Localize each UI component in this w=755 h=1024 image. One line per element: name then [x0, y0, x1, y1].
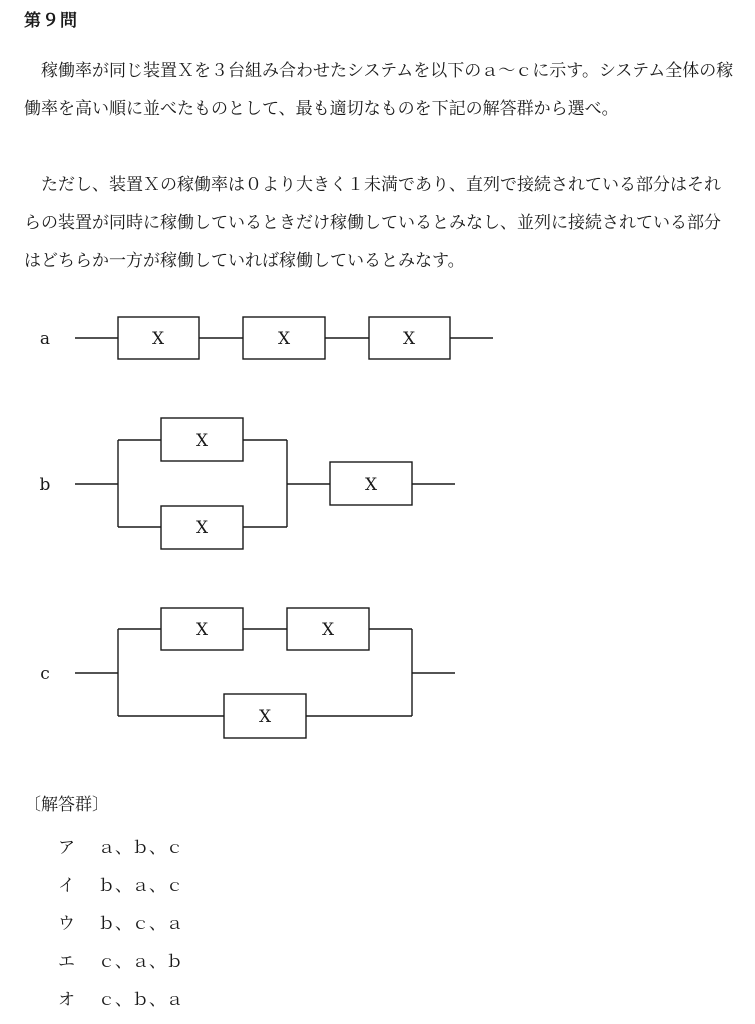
choice-text: ａ、ｂ、ｃ: [98, 838, 183, 858]
answer-group-heading: 〔解答群〕: [24, 795, 109, 815]
question-paragraph-2: ただし、装置Ｘの稼働率は０より大きく１未満であり、直列で接続されている部分はそれらの装置が同時に稼働しているときだけ稼働しているとみなし、並列に接続されている部分はどちらか一方が稼働していれば稼働しているとみなす。: [24, 175, 721, 271]
device-label: X: [151, 329, 165, 349]
question-title: 第９問: [24, 11, 78, 31]
device-label: X: [402, 329, 416, 349]
device-label: X: [195, 518, 209, 538]
system-c-wiring: [75, 629, 455, 716]
choice-text: ｃ、ｂ、ａ: [98, 990, 183, 1010]
system-a-label: a: [39, 329, 51, 349]
choice-key: ア: [58, 838, 75, 858]
answer-choice: [58, 985, 183, 1010]
question-paragraph-1: 稼働率が同じ装置Ｘを３台組み合わせたシステムを以下のａ～ｃに示す。システム全体の稼働率を高い順に並べたものとして、最も適切なものを下記の解答群から選べ。: [24, 61, 734, 119]
choice-text: ｃ、ａ、ｂ: [98, 952, 183, 972]
choice-key: オ: [58, 990, 75, 1010]
answer-choice: [58, 909, 183, 934]
device-label: X: [277, 329, 291, 349]
system-diagrams: [0, 280, 755, 760]
device-label: X: [364, 475, 378, 495]
choice-text: ｂ、ａ、ｃ: [98, 876, 183, 896]
system-b-label: b: [39, 475, 51, 495]
choice-text: ｂ、ｃ、ａ: [98, 914, 183, 934]
system-c-label: c: [40, 664, 50, 684]
device-label: X: [258, 707, 272, 727]
device-label: X: [195, 431, 209, 451]
choice-key: イ: [58, 876, 75, 896]
choice-key: ウ: [58, 914, 75, 934]
answer-choice: [58, 871, 183, 896]
answer-choice: [58, 833, 183, 858]
answer-choice: [58, 947, 183, 972]
device-label: X: [195, 620, 209, 640]
choice-key: エ: [58, 952, 75, 972]
system-b-wiring: [75, 440, 455, 527]
device-label: X: [321, 620, 335, 640]
